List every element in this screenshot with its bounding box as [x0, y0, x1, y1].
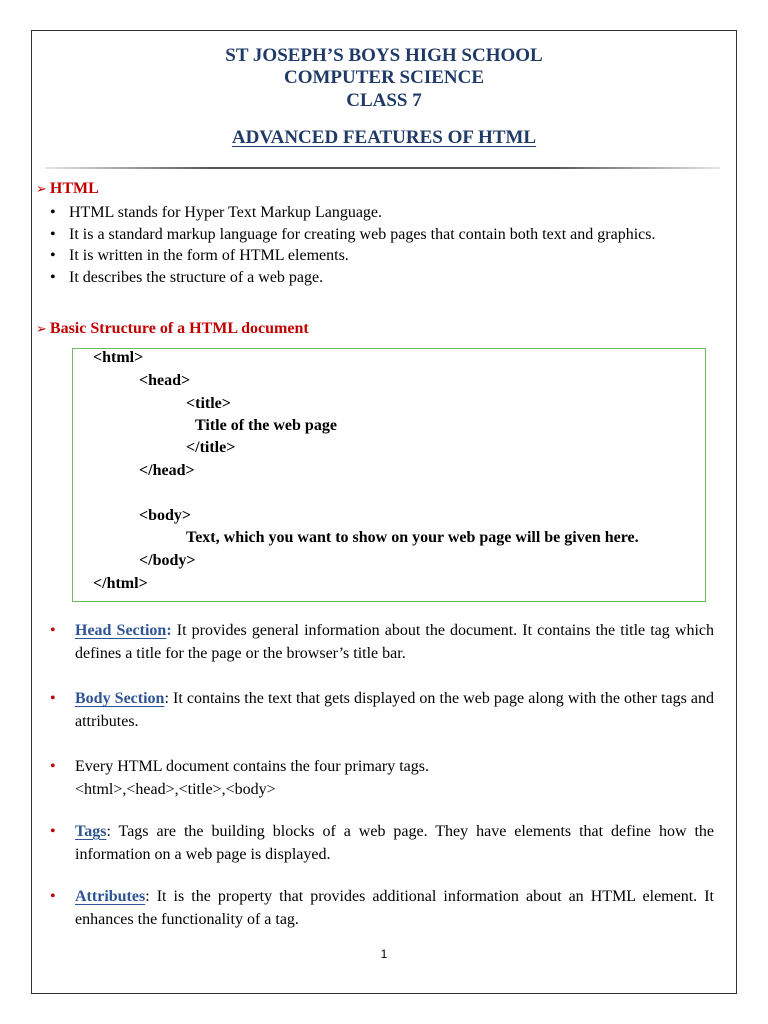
- definition-text: It provides general information about the document. It contains the title tag which defines a title for the page or the browser’s title bar.: [75, 622, 715, 662]
- code-line: <title>: [186, 395, 231, 412]
- code-line: </head>: [139, 462, 195, 479]
- list-item: [50, 267, 714, 289]
- list-item: [50, 245, 714, 267]
- definition-primary-tags: [50, 755, 714, 801]
- definition-separator: :: [164, 690, 169, 707]
- definition-term: Attributes: [75, 888, 146, 905]
- primary-tags-list: <html>,<head>,<title>,<body>: [75, 781, 276, 798]
- definition-term: Head Section: [75, 622, 167, 639]
- subject-name: COMPUTER SCIENCE: [283, 67, 485, 88]
- code-line: </html>: [93, 575, 148, 592]
- list-item-text: It is written in the form of HTML elements.: [69, 247, 349, 264]
- definition-separator: :: [166, 622, 172, 639]
- bullet-icon: •: [50, 690, 56, 707]
- code-line: Text, which you want to show on your web page will be given here.: [186, 529, 639, 546]
- section-html-heading: [36, 179, 99, 200]
- page-number: 1: [380, 947, 388, 961]
- definition-body-section: [50, 687, 714, 733]
- bullet-icon: •: [50, 247, 56, 264]
- code-line: </title>: [186, 439, 236, 456]
- definition-text: Every HTML document contains the four primary tags.: [75, 758, 429, 775]
- section-structure-heading: [36, 319, 309, 340]
- bullet-icon: •: [50, 758, 56, 775]
- code-line: </body>: [139, 552, 196, 569]
- arrow-bullet-icon: ➢: [36, 322, 47, 337]
- bullet-icon: •: [50, 622, 56, 639]
- arrow-bullet-icon: ➢: [36, 182, 47, 197]
- list-item-text: It is a standard markup language for creating web pages that contain both text and graphics.: [69, 225, 656, 243]
- list-item: [50, 224, 714, 246]
- section-structure-heading-text: Basic Structure of a HTML document: [49, 320, 309, 337]
- html-bullet-list: [50, 202, 714, 288]
- code-line: Title of the web page: [195, 417, 337, 434]
- title-divider: [45, 167, 720, 169]
- definition-separator: :: [145, 888, 150, 905]
- document-title-text: ADVANCED FEATURES OF HTML: [231, 127, 537, 148]
- bullet-icon: •: [50, 268, 56, 286]
- code-line: <body>: [139, 507, 192, 524]
- list-item-text: HTML stands for Hyper Text Markup Language.: [69, 204, 383, 221]
- bullet-icon: •: [50, 225, 56, 243]
- definition-text: It contains the text that gets displayed on the web page along with the other tags and attributes.: [75, 690, 715, 730]
- list-item-text: It describes the structure of a web page.: [69, 268, 324, 286]
- document-title: [0, 127, 768, 149]
- definition-term: Body Section: [75, 690, 165, 707]
- bullet-icon: •: [50, 823, 56, 840]
- list-item: [50, 202, 714, 224]
- school-name: ST JOSEPH’S BOYS HIGH SCHOOL: [225, 45, 543, 66]
- code-line: <head>: [139, 372, 191, 389]
- definition-head-section: [50, 619, 714, 665]
- bullet-icon: •: [50, 888, 56, 905]
- code-line: <html>: [93, 349, 144, 366]
- definition-tags: [50, 820, 714, 866]
- definition-term: Tags: [75, 823, 107, 840]
- definition-attributes: [50, 885, 714, 931]
- section-html-heading-text: HTML: [49, 180, 99, 197]
- bullet-icon: •: [50, 204, 56, 221]
- definition-separator: :: [106, 823, 111, 840]
- definition-text: Tags are the building blocks of a web page. They have elements that define how the information on a web page is displayed.: [75, 823, 714, 863]
- class-name: CLASS 7: [346, 90, 422, 111]
- definition-text: It is the property that provides additional information about an HTML element. It enhances the functionality of a tag.: [75, 888, 714, 928]
